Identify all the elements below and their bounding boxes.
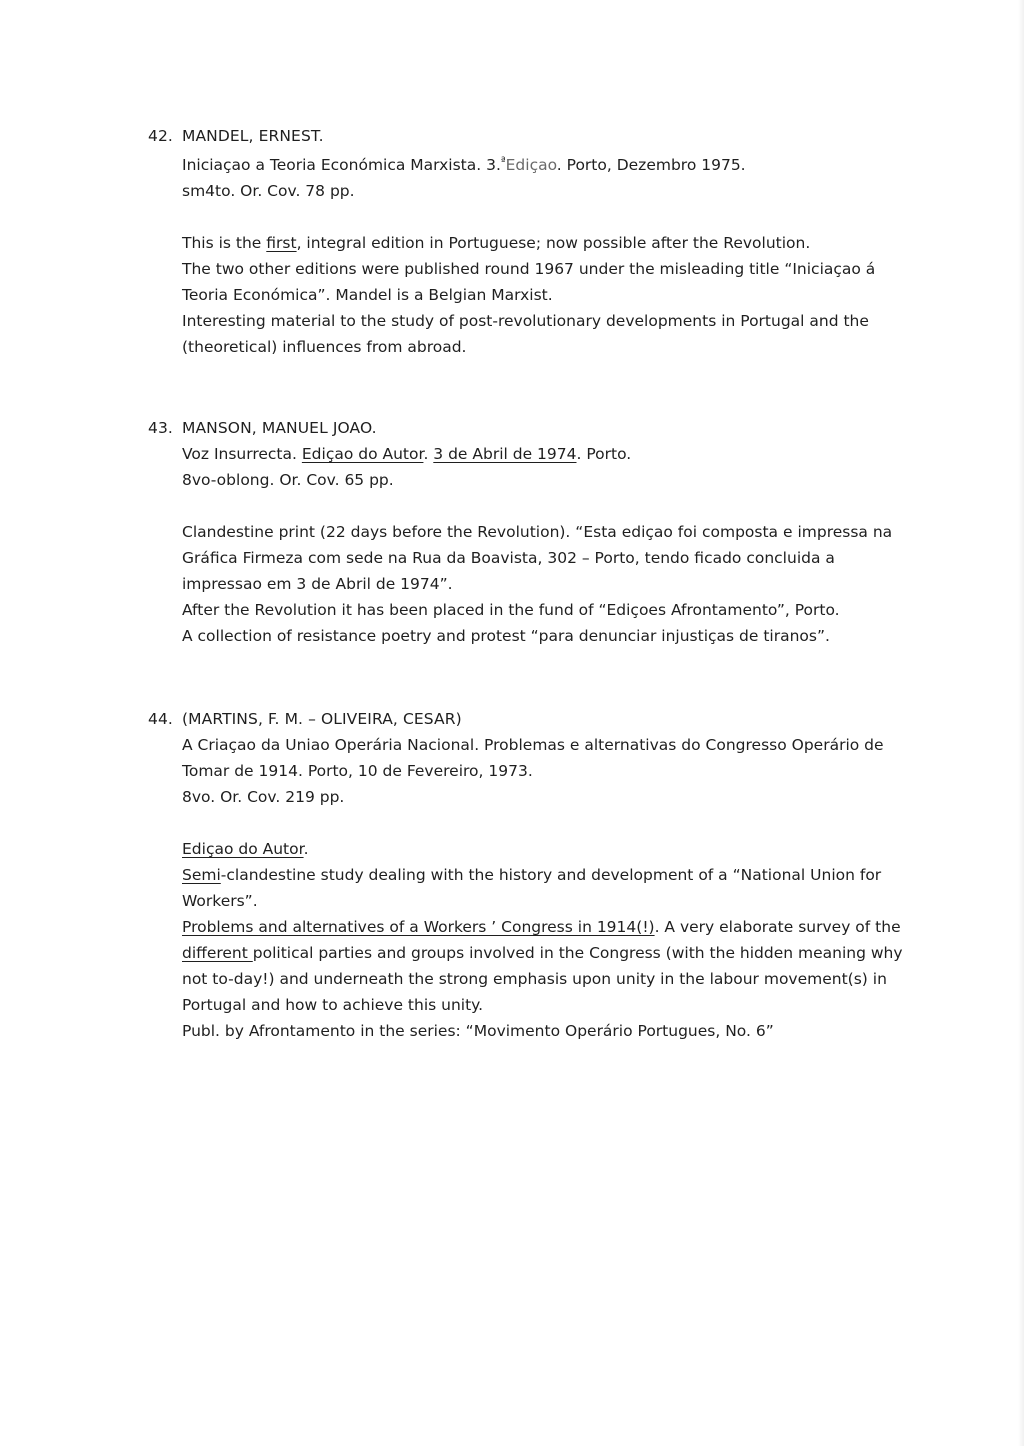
- note-underlined-text: Semi: [182, 866, 221, 884]
- entry-number: 42.: [148, 127, 173, 145]
- entry-title: A Criaçao da Uniao Operária Nacional. Problemas e alternativas do Congresso Operário de: [182, 736, 884, 754]
- title-text: Voz Insurrecta.: [182, 445, 302, 463]
- entry-body: [182, 732, 908, 1044]
- entry-note: Clandestine print (22 days before the Revolution). “Esta ediçao foi composta e impressa na: [182, 523, 893, 541]
- entry-author: MANDEL, ERNEST.: [182, 127, 324, 145]
- entry-note: [182, 914, 908, 940]
- title-text-end: . Porto, Dezembro 1975.: [556, 156, 746, 175]
- catalog-entry-43: [148, 415, 908, 649]
- entry-note: [182, 940, 908, 966]
- note-text: This is the: [182, 234, 267, 253]
- entry-note: (theoretical) influences from abroad.: [182, 338, 467, 357]
- entry-note: Interesting material to the study of post-revolutionary developments in Portugal and the: [182, 312, 869, 331]
- entry-note: After the Revolution it has been placed in the fund of “Ediçoes Afrontamento”, Porto.: [182, 601, 840, 619]
- entry-note: A collection of resistance poetry and protest “para denunciar injustiças de tiranos”.: [182, 627, 830, 645]
- entry-note: Gráfica Firmeza com sede na Rua da Boavista, 302 – Porto, tendo ficado concluida a: [182, 549, 835, 567]
- entry-note: impressao em 3 de Abril de 1974”.: [182, 575, 453, 593]
- note-underlined-text: Problems and alternatives of a Workers ’ Congress in 1914(!): [182, 918, 655, 936]
- entry-note: Workers”.: [182, 892, 258, 910]
- entry-heading: [148, 706, 908, 732]
- entry-number: 44.: [148, 710, 173, 728]
- entry-format: sm4to. Or. Cov. 78 pp.: [182, 182, 355, 201]
- entry-format: 8vo-oblong. Or. Cov. 65 pp.: [182, 471, 394, 489]
- entry-note: Publ. by Afrontamento in the series: “Movimento Operário Portugues, No. 6”: [182, 1022, 774, 1040]
- note-underlined-text: first: [266, 234, 297, 253]
- entry-body: [182, 149, 908, 360]
- catalog-entry-44: [148, 706, 908, 1044]
- title-faint-text: Ediçao: [505, 156, 557, 175]
- note-text-end: political parties and groups involved in the Congress (with the hidden meaning why: [252, 944, 903, 962]
- note-text-end: .: [303, 840, 309, 858]
- title-separator: .: [423, 445, 434, 463]
- entry-note: The two other editions were published round 1967 under the misleading title “Iniciaçao á: [182, 260, 876, 279]
- entry-number: 43.: [148, 419, 173, 437]
- entry-note: [182, 230, 908, 256]
- entry-note: Teoria Económica”. Mandel is a Belgian Marxist.: [182, 286, 553, 305]
- title-text: Iniciaçao a Teoria Económica Marxista. 3.: [182, 156, 501, 175]
- entry-note: [182, 862, 908, 888]
- entry-title: Tomar de 1914. Porto, 10 de Fevereiro, 1973.: [182, 762, 533, 780]
- entry-title: [182, 149, 908, 178]
- page-edge-shadow: [1018, 0, 1024, 1446]
- entry-note: [182, 836, 908, 862]
- title-text-end: . Porto.: [576, 445, 632, 463]
- entry-title: [182, 441, 908, 467]
- entry-body: [182, 441, 908, 649]
- note-text-end: -clandestine study dealing with the history and development of a “National Union for: [220, 866, 882, 884]
- entry-author: (MARTINS, F. M. – OLIVEIRA, CESAR): [182, 710, 462, 728]
- note-text-end: , integral edition in Portuguese; now possible after the Revolution.: [296, 234, 811, 253]
- note-underlined-text: Ediçao do Autor: [182, 840, 304, 858]
- note-text-end: . A very elaborate survey of the: [654, 918, 901, 936]
- entry-format: 8vo. Or. Cov. 219 pp.: [182, 788, 345, 806]
- title-edition-mark: ª: [500, 156, 506, 167]
- entry-heading: [148, 415, 908, 441]
- entry-author: MANSON, MANUEL JOAO.: [182, 419, 377, 437]
- note-underlined-text: different: [182, 944, 253, 962]
- title-underlined-date: 3 de Abril de 1974: [433, 445, 577, 463]
- title-underlined-publisher: Ediçao do Autor: [301, 445, 424, 463]
- entry-note: Portugal and how to achieve this unity.: [182, 996, 484, 1014]
- entry-heading: [148, 123, 908, 149]
- entry-note: not to-day!) and underneath the strong emphasis upon unity in the labour movement(s) in: [182, 970, 887, 988]
- catalog-entry-42: [148, 123, 908, 360]
